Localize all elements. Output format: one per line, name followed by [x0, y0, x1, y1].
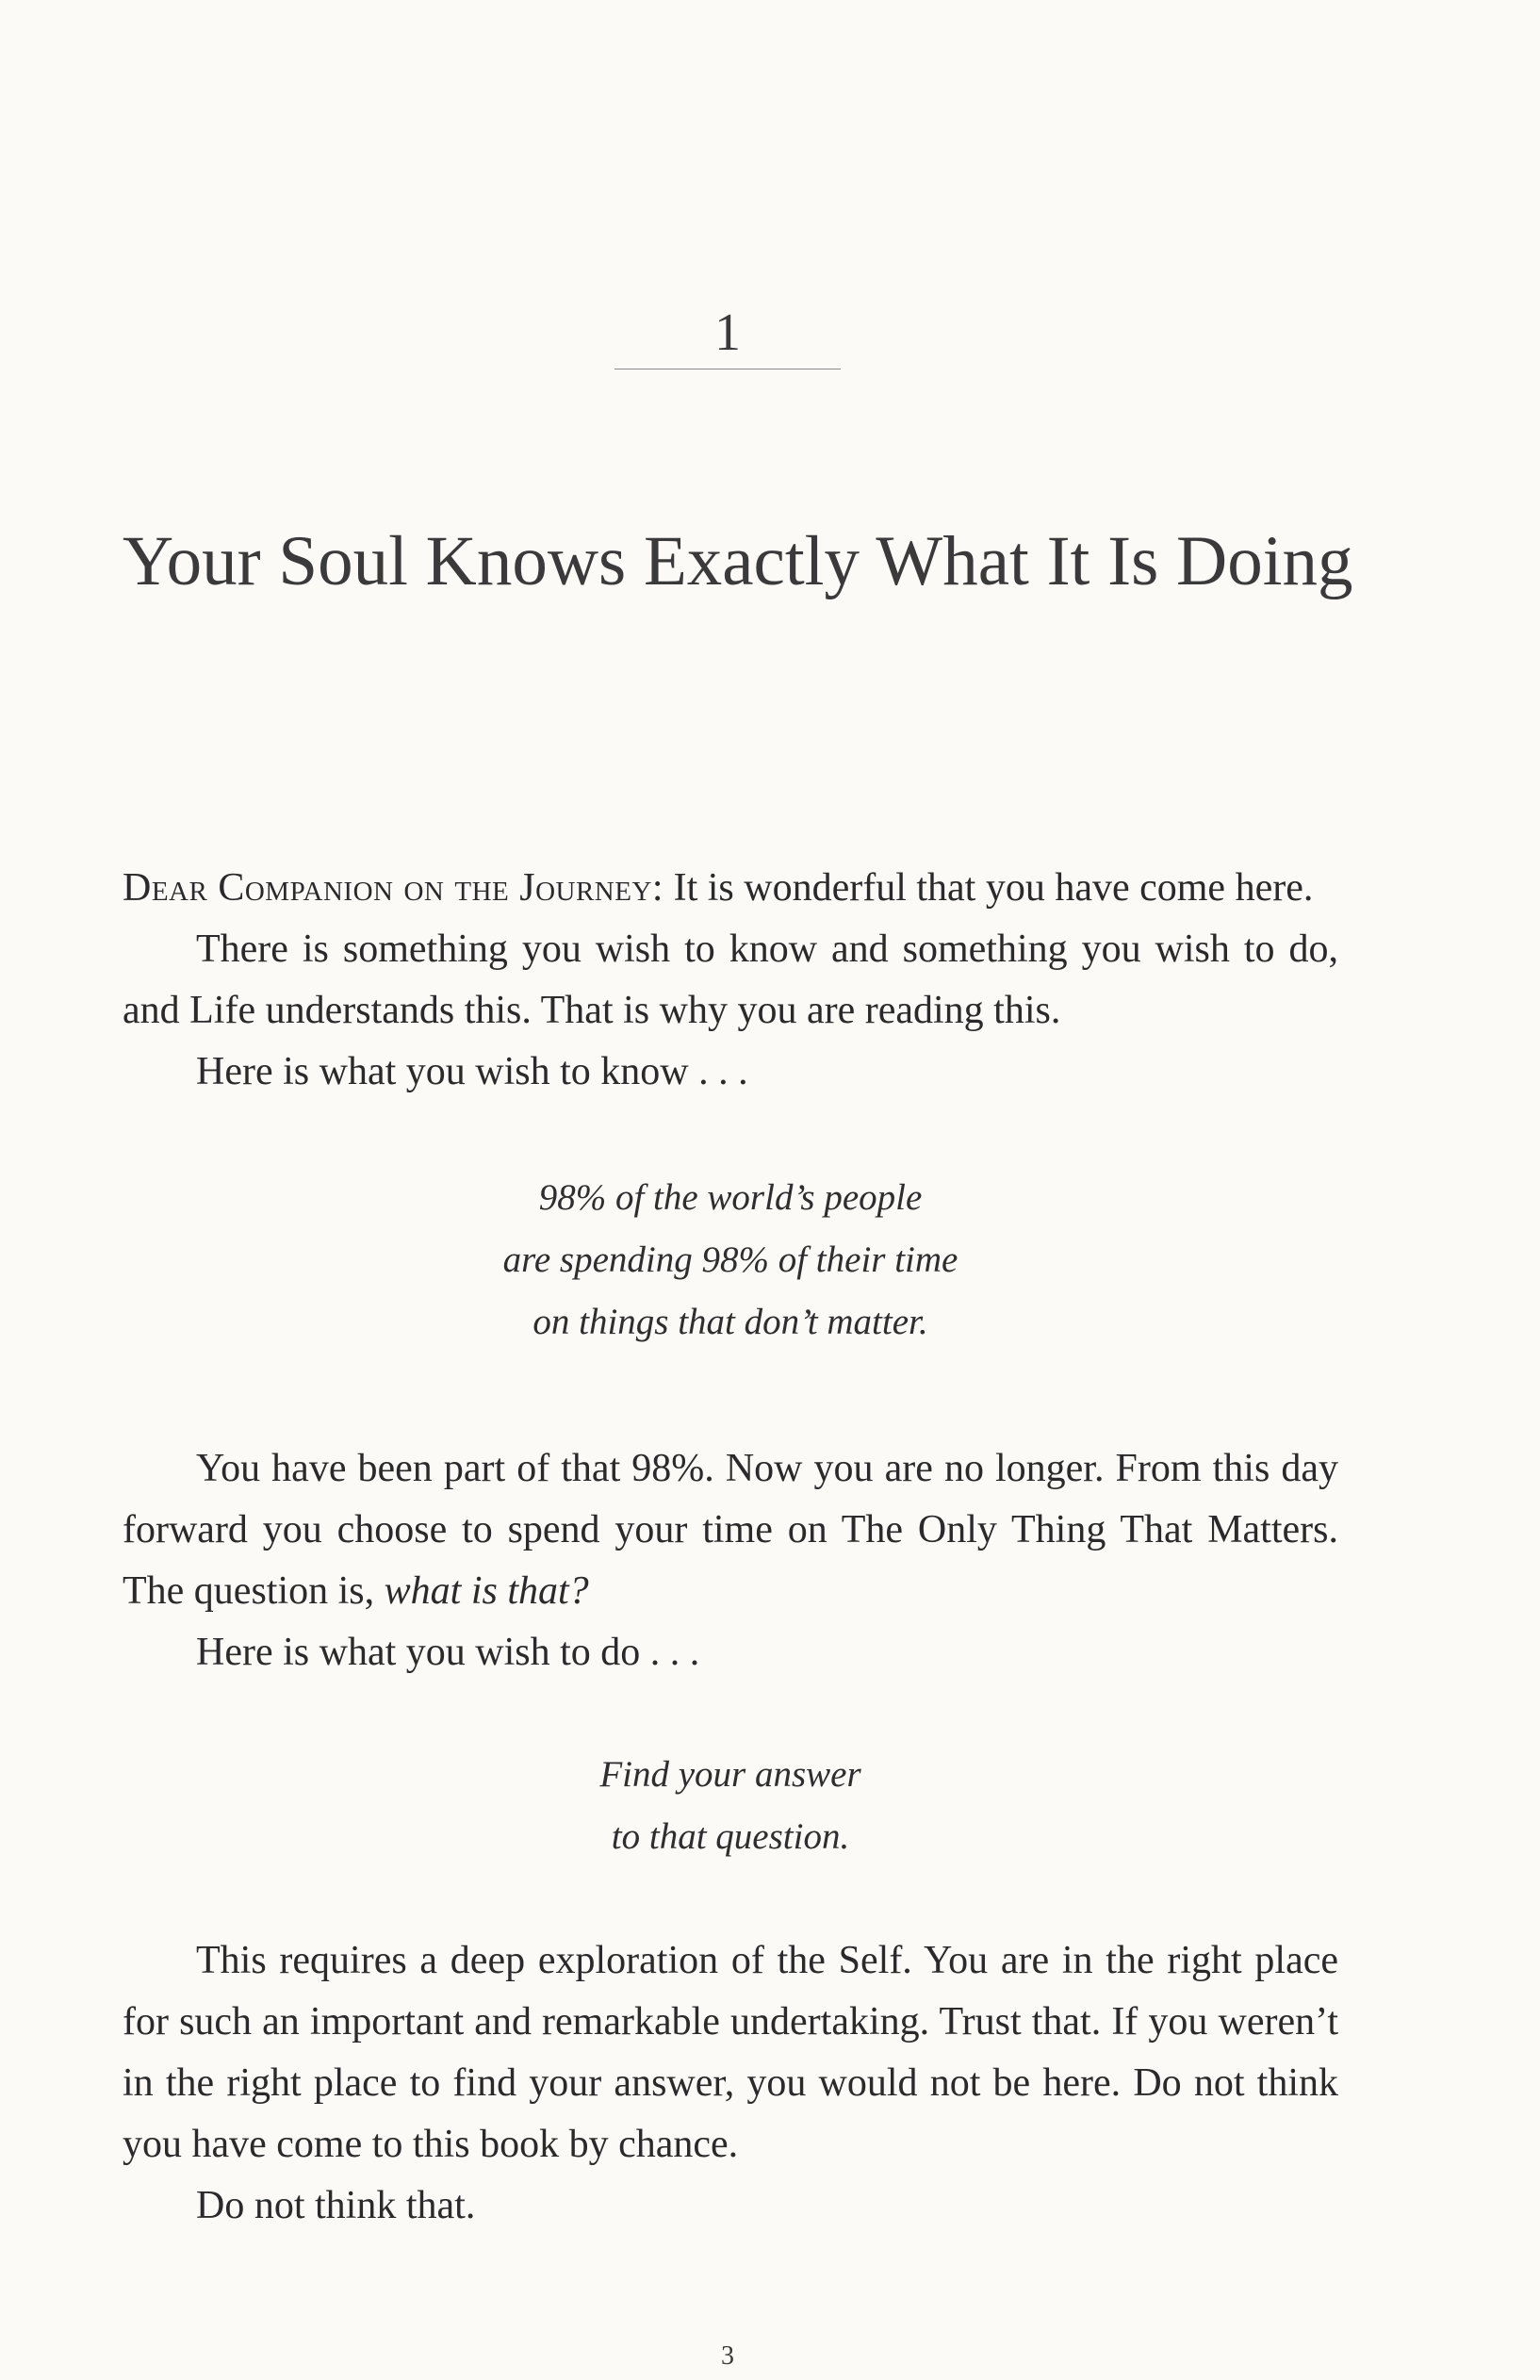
middle-section [123, 1438, 1338, 1683]
opening-section [123, 858, 1338, 1103]
verse-block [123, 1167, 1338, 1354]
salutation: Dear Companion on the Journey: [123, 866, 664, 910]
verse-line: are spending 98% of their time [502, 1239, 958, 1280]
paragraph: There is something you wish to know and something you wish to do, and Life understands this. That is why you are reading this. [123, 927, 1338, 1032]
opening-paragraph [123, 858, 1338, 919]
opening-text: It is wonderful that you have come here. [664, 866, 1314, 910]
paragraph: Here is what you wish to know . . . [196, 1050, 748, 1093]
chapter-title: Your Soul Knows Exactly What It Is Doing [123, 522, 1353, 600]
paragraph: Do not think that. [196, 2184, 476, 2227]
verse-block [123, 1744, 1338, 1868]
verse-line: to that question. [611, 1816, 850, 1857]
paragraph-text: You have been part of that 98%. Now you are no longer. From this day forward you choose to spend your time on The Only Thing That Matters. The question is, [123, 1447, 1338, 1613]
verse-line: on things that don’t matter. [532, 1302, 928, 1342]
paragraph: Here is what you wish to do . . . [196, 1631, 700, 1674]
verse-line: 98% of the world’s people [538, 1177, 923, 1218]
closing-section [123, 1930, 1338, 2237]
paragraph: This requires a deep exploration of the Self. You are in the right place for such an important and remarkable undertaking. Trust that. If you weren’t in the right place to find your answer, you would not be here. Do not think you have come to this book by chance. [123, 1939, 1338, 2166]
verse-line: Find your answer [599, 1754, 861, 1795]
page-number: 3 [721, 2341, 734, 2371]
paragraph [123, 1438, 1338, 1622]
emphasis-text: what is that? [384, 1569, 589, 1613]
chapter-number: 1 [614, 306, 841, 369]
